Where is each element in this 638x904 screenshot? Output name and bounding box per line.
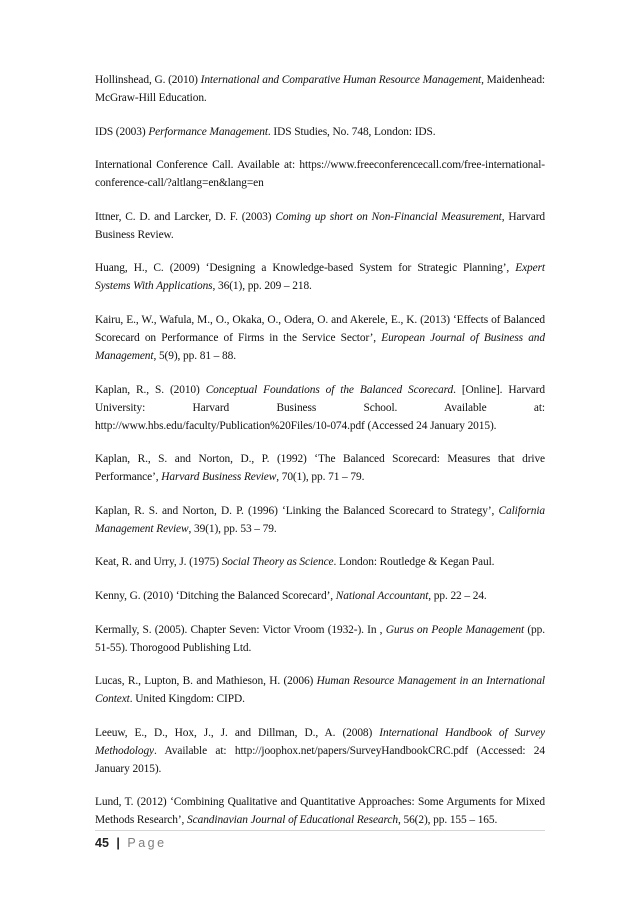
reference-text: (pp. 51-55). Thorogood Publishing Ltd.	[95, 623, 545, 654]
reference-entry	[95, 259, 545, 295]
reference-list	[95, 71, 545, 845]
reference-text: . Available at: http://joophox.net/papers/SurveyHandbookCRC.pdf (Accessed: 24 January 2015).	[95, 744, 545, 775]
reference-text: Kaplan, R. S. and Norton, D. P. (1996) ‘Linking the Balanced Scorecard to Strategy’,	[95, 504, 499, 517]
reference-title: Coming up short on Non-Financial Measurement	[275, 210, 502, 223]
page-number: 45	[95, 836, 109, 850]
reference-text: , Harvard Business Review.	[95, 210, 545, 241]
reference-text: , 70(1), pp. 71 – 79.	[276, 471, 365, 484]
reference-title: Scandinavian Journal of Educational Research	[187, 814, 398, 827]
reference-text: , Maidenhead: McGraw-Hill Education.	[95, 74, 546, 104]
reference-title: Conceptual Foundations of the Balanced Scorecard	[205, 383, 454, 396]
reference-text: International Conference Call. Available at: https://www.freeconferencecall.com/free-international-conference-call/?altlang=en&lang=en	[95, 159, 545, 190]
reference-text: , 5(9), pp. 81 – 88.	[153, 349, 236, 362]
reference-entry	[95, 621, 545, 657]
reference-text: Kenny, G. (2010) ‘Ditching the Balanced Scorecard’,	[95, 589, 336, 602]
reference-text: Kaplan, R., S. (2010)	[95, 383, 206, 396]
page-footer	[95, 836, 167, 850]
reference-text: Lund, T. (2012) ‘Combining Qualitative and Quantitative Approaches: Some Arguments for Mixed Methods Research’,	[95, 796, 545, 827]
reference-title: Human Resource Management in an International Context	[95, 675, 545, 706]
reference-text: , pp. 22 – 24.	[428, 589, 487, 602]
reference-entry	[95, 450, 545, 486]
reference-text: . [Online]. Harvard University: Harvard Business School. Available at: http://www.hbs.edu/faculty/Publication%20Files/10-074.pdf (Accessed 24 January 2015).	[95, 383, 545, 432]
footer-divider	[95, 830, 545, 831]
reference-title: European Journal of Business and Management	[95, 331, 545, 362]
reference-title: Expert Systems With Applications	[95, 262, 545, 293]
reference-text: Lucas, R., Lupton, B. and Mathieson, H. (2006)	[95, 675, 317, 688]
reference-title: Harvard Business Review	[161, 471, 277, 484]
reference-text: Leeuw, E., D., Hox, J., J. and Dillman, D., A. (2008)	[95, 726, 380, 739]
reference-text: Hollinshead, G. (2010)	[95, 74, 201, 86]
reference-text: . IDS Studies, No. 748, London: IDS.	[267, 125, 436, 138]
reference-text: Kermally, S. (2005). Chapter Seven: Victor Vroom (1932-). In ,	[95, 623, 386, 636]
reference-text: , 36(1), pp. 209 – 218.	[212, 280, 312, 293]
reference-entry	[95, 208, 545, 244]
reference-entry	[95, 724, 545, 778]
reference-title: Performance Management	[148, 125, 268, 138]
reference-entry	[95, 587, 545, 605]
reference-text: Huang, H., C. (2009) ‘Designing a Knowledge-based System for Strategic Planning’,	[95, 262, 516, 275]
reference-text: Kairu, E., W., Wafula, M., O., Okaka, O., Odera, O. and Akerele, E., K. (2013) ‘Effects of Balanced Scorecard on Performance of Firms in the Service Sector’,	[95, 313, 545, 344]
reference-text: Kaplan, R., S. and Norton, D., P. (1992) ‘The Balanced Scorecard: Measures that drive Performance’,	[95, 453, 545, 484]
reference-title: Gurus on People Management	[385, 623, 525, 636]
reference-entry	[95, 502, 545, 538]
reference-entry	[95, 553, 545, 571]
reference-entry	[95, 156, 545, 192]
reference-entry	[95, 311, 545, 365]
reference-text: . London: Routledge & Kegan Paul.	[333, 556, 495, 569]
reference-entry	[95, 71, 545, 107]
reference-text: IDS (2003)	[95, 125, 149, 138]
reference-title: International Handbook of Survey Methodology	[95, 726, 545, 757]
reference-title: California Management Review	[95, 504, 545, 535]
footer-separator: |	[116, 836, 120, 850]
reference-text: Ittner, C. D. and Larcker, D. F. (2003)	[95, 210, 276, 223]
page-label: Page	[127, 836, 167, 850]
reference-entry	[95, 672, 545, 708]
reference-entry	[95, 123, 545, 141]
reference-title: International and Comparative Human Resource Management	[200, 74, 482, 86]
reference-text: , 39(1), pp. 53 – 79.	[188, 522, 277, 535]
reference-entry	[95, 381, 545, 435]
reference-title: National Accountant	[335, 589, 429, 602]
reference-text: , 56(2), pp. 155 – 165.	[397, 814, 498, 827]
reference-text: . United Kingdom: CIPD.	[129, 693, 245, 706]
reference-entry	[95, 793, 545, 829]
reference-title: Social Theory as Science	[221, 556, 334, 569]
reference-text: Keat, R. and Urry, J. (1975)	[95, 556, 222, 569]
